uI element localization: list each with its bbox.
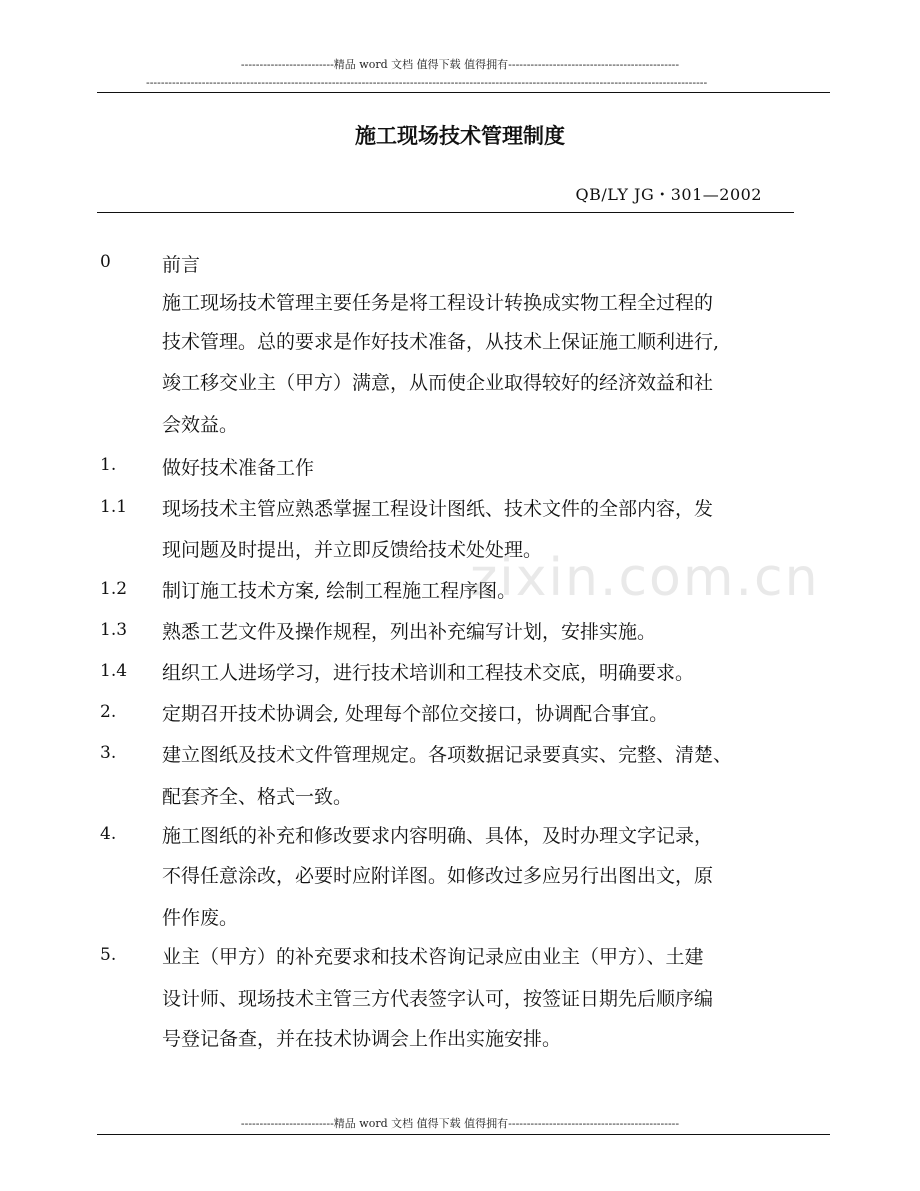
section-text: 熟悉工艺文件及操作规程，列出补充编写计划，安排实施。 [162, 621, 657, 643]
section-number: 1.4 [100, 661, 128, 681]
section-text: 施工现场技术管理主要任务是将工程设计转换成实物工程全过程的 [162, 292, 714, 314]
section-number: 5. [100, 945, 117, 965]
header-dash-line: ------------------------------------------------------------------------------------------------------------------------------------------------------- [146, 76, 708, 89]
section-text: 制订施工技术方案, 绘制工程施工程序图。 [162, 580, 517, 602]
section-text: 做好技术准备工作 [162, 457, 315, 479]
section-text: 号登记备查，并在技术协调会上作出实施安排。 [162, 1028, 562, 1050]
header-banner: -------------------------精品 word 文档 值得下载 值得拥有---------------------------------------------- [240, 58, 680, 71]
header-rule [97, 92, 830, 93]
section-text: 前言 [162, 254, 201, 276]
footer-banner: -------------------------精品 word 文档 值得下载 值得拥有---------------------------------------------- [240, 1117, 680, 1130]
section-text: 现问题及时提出，并立即反馈给技术处处理。 [162, 539, 543, 561]
footer-rule [97, 1134, 830, 1135]
section-number: 2. [100, 702, 117, 722]
section-text: 定期召开技术协调会, 处理每个部位交接口，协调配合事宜。 [162, 703, 669, 725]
title-rule [97, 212, 794, 213]
section-text: 建立图纸及技术文件管理规定。各项数据记录要真实、完整、清楚、 [162, 744, 733, 766]
section-text: 设计师、现场技术主管三方代表签字认可，按签证日期先后顺序编 [162, 988, 714, 1010]
section-number: 1.2 [100, 579, 128, 599]
document-code: QB/LY JG・301—2002 [575, 185, 762, 204]
section-number: 1. [100, 455, 117, 475]
section-text: 不得任意涂改，必要时应附详图。如修改过多应另行出图出文，原 [162, 865, 714, 887]
section-number: 4. [100, 824, 117, 844]
section-text: 组织工人进场学习，进行技术培训和工程技术交底，明确要求。 [162, 662, 695, 684]
watermark: zixin.com.cn [470, 548, 820, 608]
section-text: 件作废。 [162, 907, 239, 929]
section-text: 现场技术主管应熟悉掌握工程设计图纸、技术文件的全部内容，发 [162, 498, 714, 520]
section-text: 会效益。 [162, 414, 239, 436]
document-title: 施工现场技术管理制度 [355, 124, 565, 148]
section-number: 1.3 [100, 620, 128, 640]
section-text: 竣工移交业主（甲方）满意，从而使企业取得较好的经济效益和社 [162, 372, 714, 394]
section-number: 1.1 [100, 497, 128, 517]
section-text: 业主（甲方）的补充要求和技术咨询记录应由业主（甲方）、土建 [162, 946, 704, 968]
section-text: 施工图纸的补充和修改要求内容明确、具体，及时办理文字记录， [162, 825, 714, 847]
section-text: 配套齐全、格式一致。 [162, 786, 353, 808]
section-number: 3. [100, 743, 117, 763]
section-text: 技术管理。总的要求是作好技术准备，从技术上保证施工顺利进行, [162, 331, 720, 353]
section-number: 0 [100, 252, 111, 272]
